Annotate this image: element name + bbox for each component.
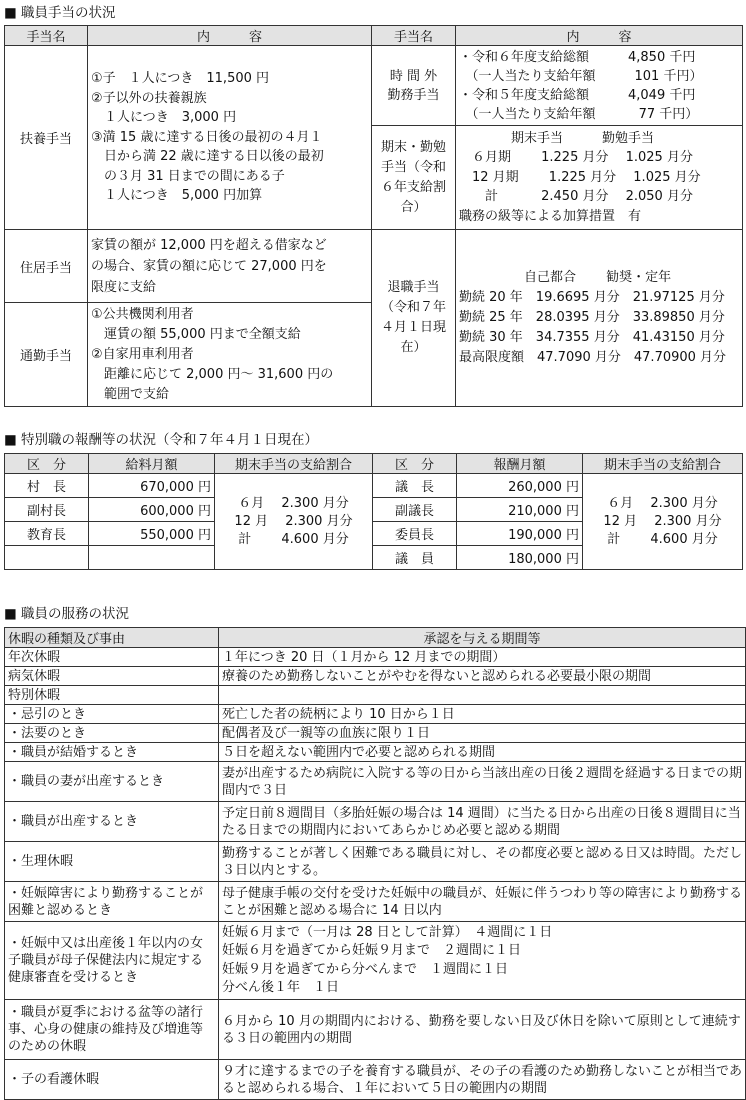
kimatsu-name-line: 手当（令和 xyxy=(380,159,446,175)
special-header-ratio-2: 期末手当の支給割合 xyxy=(583,454,743,474)
special-left-amount: 670,000 円 xyxy=(89,474,215,498)
service-header-reason: 休暇の種類及び事由 xyxy=(5,628,219,648)
service-reason: ・忌引のとき xyxy=(5,705,219,724)
fuyou-line: ③満 15 歳に達する日後の最初の４月１ xyxy=(91,129,323,145)
special-right-label: 委員長 xyxy=(373,522,457,546)
kimatsu-note: 職務の級等による加算措置 有 xyxy=(459,208,642,224)
kimatsu-name xyxy=(372,126,456,230)
special-right-amount: 260,000 円 xyxy=(457,474,583,498)
service-period: 配偶者及び一親等の血族に限り１日 xyxy=(219,724,746,743)
taishoku-name xyxy=(372,230,456,407)
tsukin-line: ②自家用車利用者 xyxy=(91,346,194,362)
service-reason: ・妊娠障害により勤務することが困難と認めるとき xyxy=(5,882,219,922)
service-reason: 年次休暇 xyxy=(5,648,219,667)
ratio-line: ６月 2.300 月分 xyxy=(238,495,349,511)
taishoku-name-line: 退職手当 xyxy=(387,280,440,295)
service-reason: ・職員の妻が出産するとき xyxy=(5,762,219,802)
tsukin-line: 距離に応じて 2,000 円～ 31,600 円の xyxy=(91,366,334,382)
service-reason: ・職員が出産するとき xyxy=(5,802,219,842)
jikangai-line: ・令和６年度支給総額 4,850 千円 xyxy=(459,49,696,65)
tsukin-line: 範囲で支給 xyxy=(91,386,170,402)
special-header-ratio-1: 期末手当の支給割合 xyxy=(215,454,373,474)
service-header-period: 承認を与える期間等 xyxy=(219,628,746,648)
special-left-label: 村 長 xyxy=(5,474,89,498)
ratio-line: 12 月 2.300 月分 xyxy=(603,513,722,529)
service-period: 母子健康手帳の交付を受けた妊娠中の職員が、妊娠に伴うつわり等の障害により勤務することが困難と認める場合に 14 日以内 xyxy=(219,882,746,922)
special-left-label: 副村長 xyxy=(5,498,89,522)
jukyo-line: 限度に支給 xyxy=(91,279,157,295)
fuyou-line: ①子 １人につき 11,500 円 xyxy=(91,71,270,87)
service-period: １年につき 20 日（１月から 12 月までの期間） xyxy=(219,648,746,667)
special-right-label: 副議長 xyxy=(373,498,457,522)
kimatsu-row: ６月期 1.225 月分 1.025 月分 xyxy=(459,150,693,166)
special-right-amount: 190,000 円 xyxy=(457,522,583,546)
special-left-empty-label xyxy=(5,546,89,570)
service-period xyxy=(219,922,746,1000)
service-period-line: 妊娠６月を過ぎてから妊娠９月まで ２週間に１日 xyxy=(222,943,522,958)
kimatsu-name-line: 合） xyxy=(400,199,427,215)
kimatsu-row: 12 月期 1.225 月分 1.025 月分 xyxy=(459,169,701,185)
tsukin-line: ①公共機関利用者 xyxy=(91,306,194,322)
service-reason: ・子の看護休暇 xyxy=(5,1060,219,1100)
service-period: 勤務することが著しく困難である職員に対し、その都度必要と認める日又は時間。ただし３日以内とする。 xyxy=(219,842,746,882)
tsukin-name: 通勤手当 xyxy=(5,303,88,407)
special-left-label: 教育長 xyxy=(5,522,89,546)
special-left-amount: 550,000 円 xyxy=(89,522,215,546)
service-section-title: ■ 職員の服務の状況 xyxy=(4,606,130,622)
tsukin-line: 運賃の額 55,000 円まで全額支給 xyxy=(91,326,301,342)
ratio-line: 計 4.600 月分 xyxy=(607,531,718,547)
kimatsu-row: 計 2.450 月分 2.050 月分 xyxy=(459,189,693,205)
fuyou-line: １人につき 3,000 円 xyxy=(91,110,237,126)
taishoku-row: 最高限度額 47.7090 月分 47.70900 月分 xyxy=(459,350,727,365)
kimatsu-content xyxy=(456,126,743,230)
jukyo-name: 住居手当 xyxy=(5,230,88,303)
jikangai-name-line: 時 間 外 xyxy=(389,68,438,84)
special-left-empty-amount xyxy=(89,546,215,570)
service-period: ９才に達するまでの子を養育する職員が、その子の看護のため勤務しないことが相当であると認められる場合、１年において５日の範囲内の期間 xyxy=(219,1060,746,1100)
fuyou-line: の３月 31 日までの間にある子 xyxy=(91,168,285,184)
special-header-category-2: 区 分 xyxy=(373,454,457,474)
ratio-line: 計 4.600 月分 xyxy=(238,531,349,547)
kimatsu-name-line: ６年支給割 xyxy=(380,179,446,195)
service-period: 療養のため勤務しないことがやむを得ないと認められる必要最小限の期間 xyxy=(219,667,746,686)
service-period: ５日を超えない範囲内で必要と認められる期間 xyxy=(219,743,746,762)
taishoku-name-line: ４月１日現 xyxy=(380,320,446,335)
header-content-2: 内 容 xyxy=(456,26,743,46)
jikangai-line: ・令和５年度支給総額 4,049 千円 xyxy=(459,87,696,103)
special-left-ratio xyxy=(215,474,373,570)
special-right-amount: 210,000 円 xyxy=(457,498,583,522)
special-header-remuneration: 報酬月額 xyxy=(457,454,583,474)
taishoku-name-line: （令和７年 xyxy=(380,300,446,315)
service-table xyxy=(4,627,746,1100)
allowances-section-title: ■ 職員手当の状況 xyxy=(4,5,116,21)
service-period: ６月から 10 月の期間内における、勤務を要しない日及び休日を除いて原則として連続する３日の範囲内の期間 xyxy=(219,1000,746,1060)
fuyou-line: １人につき 5,000 円加算 xyxy=(91,188,263,204)
service-period: 妻が出産するため病院に入院する等の日から当該出産の日後２週間を経過する日までの期間内で３日 xyxy=(219,762,746,802)
header-content-1: 内 容 xyxy=(88,26,372,46)
kimatsu-name-line: 期末・勤勉 xyxy=(380,139,446,155)
service-reason: ・法要のとき xyxy=(5,724,219,743)
taishoku-content xyxy=(456,230,743,407)
service-reason: ・妊娠中又は出産後１年以内の女子職員が母子保健法内に規定する健康審査を受けるとき xyxy=(5,922,219,1000)
ratio-line: 12 月 2.300 月分 xyxy=(234,513,353,529)
service-period: 予定日前８週間目（多胎妊娠の場合は 14 週間）に当たる日から出産の日後８週間目に当たる日までの期間内においてあらかじめ必要と認める期間 xyxy=(219,802,746,842)
fuyou-name: 扶養手当 xyxy=(5,46,88,230)
special-left-amount: 600,000 円 xyxy=(89,498,215,522)
service-reason: 特別休暇 xyxy=(5,686,219,705)
header-allowance-name-2: 手当名 xyxy=(372,26,456,46)
service-reason: ・職員が夏季における盆等の諸行事、心身の健康の維持及び増進等のための休暇 xyxy=(5,1000,219,1060)
fuyou-line: ②子以外の扶養親族 xyxy=(91,90,207,106)
allowances-table xyxy=(4,25,743,407)
special-right-amount: 180,000 円 xyxy=(457,546,583,570)
special-header-salary: 給料月額 xyxy=(89,454,215,474)
taishoku-name-line: 在） xyxy=(400,340,427,355)
special-right-ratio xyxy=(583,474,743,570)
jukyo-line: 家賃の額が 12,000 円を超える借家など xyxy=(91,237,327,253)
service-period xyxy=(219,686,746,705)
ratio-line: ６月 2.300 月分 xyxy=(607,495,718,511)
special-right-label: 議 員 xyxy=(373,546,457,570)
service-period-line: 分べん後１年 １日 xyxy=(222,980,340,995)
service-reason: 病気休暇 xyxy=(5,667,219,686)
jukyo-content xyxy=(88,230,372,303)
service-period-line: 妊娠６月まで（一月は 28 日として計算） ４週間に１日 xyxy=(222,924,553,940)
jikangai-line: （一人当たり支給年額 77 千円） xyxy=(459,106,699,122)
special-header-category-1: 区 分 xyxy=(5,454,89,474)
taishoku-row: 勤続 30 年 34.7355 月分 41.43150 月分 xyxy=(459,330,725,345)
jikangai-line: （一人当たり支給年額 101 千円） xyxy=(459,68,703,84)
service-reason: ・生理休暇 xyxy=(5,842,219,882)
fuyou-content xyxy=(88,46,372,230)
jukyo-line: の場合、家賃の額に応じて 27,000 円を xyxy=(91,258,327,274)
taishoku-row: 勤続 25 年 28.0395 月分 33.89850 月分 xyxy=(459,310,725,325)
header-allowance-name-1: 手当名 xyxy=(5,26,88,46)
taishoku-row: 勤続 20 年 19.6695 月分 21.97125 月分 xyxy=(459,290,725,305)
tsukin-content xyxy=(88,303,372,407)
jikangai-content xyxy=(456,46,743,126)
jikangai-name xyxy=(372,46,456,126)
special-table xyxy=(4,453,743,570)
special-section-title: ■ 特別職の報酬等の状況（令和７年４月１日現在） xyxy=(4,432,319,448)
fuyou-line: 日から満 22 歳に達する日以後の最初 xyxy=(91,149,324,165)
taishoku-header: 自己都合 勧奨・定年 xyxy=(459,270,672,285)
service-reason: ・職員が結婚するとき xyxy=(5,743,219,762)
kimatsu-header: 期末手当 勤勉手当 xyxy=(459,130,655,146)
special-right-label: 議 長 xyxy=(373,474,457,498)
service-period-line: 妊娠９月を過ぎてから分べんまで １週間に１日 xyxy=(222,961,509,977)
jikangai-name-line: 勤務手当 xyxy=(387,87,440,103)
service-period: 死亡した者の続柄により 10 日から１日 xyxy=(219,705,746,724)
